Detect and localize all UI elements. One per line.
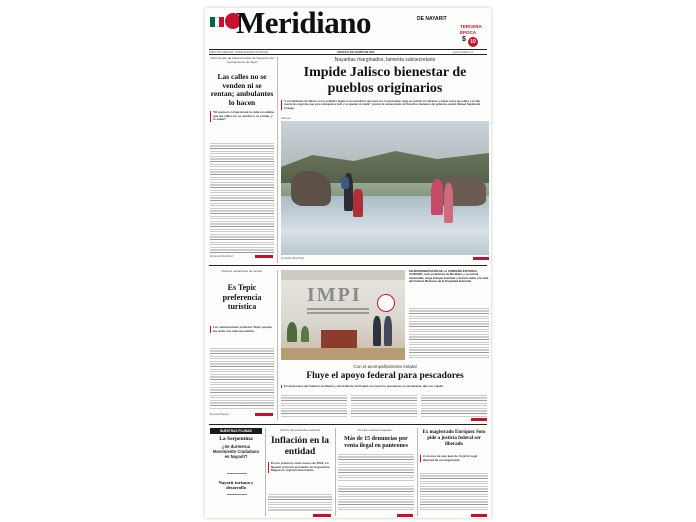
left-top-brand-tag — [255, 255, 273, 258]
mexican-flag-icon — [210, 17, 224, 27]
lead-byline: Fernando Ulloa Pérez — [281, 257, 305, 260]
price-value: 10 — [470, 39, 476, 45]
opinion-item-1-sub: ¿Se durmerua Movimiento Ciudadano en Nayarit? — [212, 444, 260, 459]
left-top-quote: "El quiosco compromete la calle en cabina que las calles no se venden o se rentan, y lo saben" — [210, 111, 274, 122]
epoch-label-2: ÉPOCA — [460, 30, 477, 35]
center-headline: Fluye el apoyo federal para pescadores — [306, 371, 464, 381]
masthead-title: Meridiano — [236, 8, 371, 40]
person-figure-woman — [384, 316, 392, 346]
impi-photo — [281, 270, 405, 360]
cemetery-body — [338, 486, 414, 512]
price-badge — [468, 37, 478, 47]
impi-wall-sign: IMPI — [307, 284, 362, 306]
left-mid-brand-tag — [255, 413, 273, 416]
lead-section-label: Nacional — [281, 117, 291, 120]
lead-quote: "Los habitantes de Jalisco en los poblados llegan a sus beneficios que tiene los correspondan, llega un camión con láminas y tenías cosas que pides y se dan cuenta las mayorías que ya le entregamos todo y se quedan sin nada", precisó el subsecretario de Derechos Humanos del gobierno estatal, Manuel Sepúlveda Arreaga — [281, 100, 489, 110]
issue-date: JUEVES 11 DE AGOSTO DE 2022 — [337, 50, 375, 54]
center-brand-tag — [471, 418, 487, 421]
lead-photo-river-crossing — [281, 121, 489, 255]
left-mid-byline: Bernardo Ramírez — [210, 413, 230, 416]
opinion-author-2 — [227, 494, 247, 495]
opinion-item-1: La Serpentina — [219, 436, 253, 442]
left-mid-quote: Los vacacionistas prefieren Tepic porque les atrás con más accesibles — [210, 326, 274, 333]
person-figure-man — [373, 316, 381, 346]
center-body-text-3 — [421, 395, 487, 417]
inflation-body — [268, 494, 332, 512]
magistrate-brand-tag — [471, 514, 487, 517]
director-line: DIRECTOR GENERAL: JORGE ENRIQUE GONZÁLEZ — [209, 50, 269, 54]
center-body-text — [281, 395, 347, 417]
masthead-subtitle: DE NAYARIT — [417, 16, 447, 22]
opinion-header: NUESTRAS PLUMAS — [210, 428, 262, 434]
opinion-item-2: Nayarit turismo y desarrollo — [218, 480, 254, 491]
cemetery-headline: Más de 15 denuncias por venta ilegal en panteones — [344, 436, 408, 449]
epoch-label-1: TERCERA — [460, 24, 482, 29]
magistrate-body — [420, 473, 488, 511]
meridiano-logo-icon — [377, 294, 395, 312]
impi-side-body — [409, 308, 489, 360]
center-body-text-2 — [351, 395, 417, 417]
lead-kicker: Nayaritas marginados, lamenta subsecretario — [334, 57, 436, 63]
left-mid-body-text — [210, 348, 274, 410]
opinion-author-1 — [227, 473, 247, 474]
inflation-quote: En los primeros siete meses de 2022, en Nayarit el precio promedio de la gasolina Magna no registró incremento — [268, 462, 332, 473]
inflation-kicker: Dentro del promedio nacional — [280, 428, 320, 432]
left-top-headline: Las calles no se venden ni se rentan; ambulantes lo hacen — [210, 72, 274, 107]
left-top-body-text — [210, 143, 274, 253]
magistrate-quote: A un mes de que juez de Control negó libertad de un magistrado — [420, 455, 488, 462]
inflation-headline: Inflación en la entidad — [270, 436, 330, 457]
impi-side-text: EN REPRESENTACIÓN DE LA COMPAÑÍA EDITORIAL ALPESOR, socio propietario de Meridiano y su revista Alcantarilla, Jorge Enrique González y Antonio Vella, a la sede del Instituto Mexicano de la Propiedad Industrial — [409, 270, 489, 284]
left-mid-headline: Es Tepic preferencia turística — [222, 283, 262, 311]
person-figure-right — [431, 179, 443, 215]
left-mid-kicker: Durante vacaciones de verano — [221, 269, 263, 273]
left-top-kicker: Advierte jefe de Fideicomisado de Negocios del Ayuntamiento de Tepic — [210, 56, 274, 64]
left-top-byline: Fernando Ulloa Pérez — [210, 255, 234, 258]
lead-headline: Impide Jalisco bienestar de pueblos originarios — [303, 65, 467, 96]
center-kicker: Con el acompañamiento estatal — [353, 364, 417, 369]
website: www.meridiano.mx — [453, 50, 474, 54]
cemetery-kicker: Ni a los muertos respetan... — [357, 428, 395, 432]
cemetery-brand-tag — [397, 514, 413, 517]
newspaper-front-page — [205, 8, 491, 518]
price-sign: $ — [462, 36, 466, 43]
center-quote: El compromiso del Gobierno de México y del Gobierno del Estado con nuestros pescadores es permanente, dijo con orgullo. — [281, 385, 489, 388]
inflation-brand-tag — [313, 514, 331, 517]
lead-brand-tag — [473, 257, 489, 260]
cemetery-quote-block — [338, 454, 414, 482]
magistrate-headline: Ex magistrado Enríquez Soto pide a justicia federal ser liberado — [422, 430, 486, 447]
